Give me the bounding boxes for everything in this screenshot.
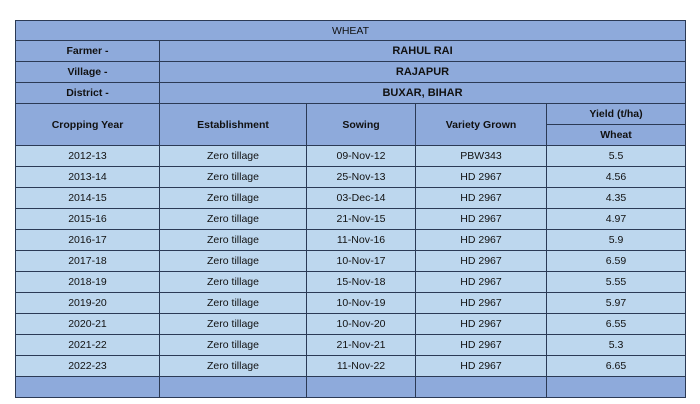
cell-variety: HD 2967 [416, 188, 547, 209]
village-label: Village - [16, 62, 160, 83]
header-variety-grown: Variety Grown [416, 104, 547, 146]
village-value: RAJAPUR [160, 62, 686, 83]
table-row [16, 356, 686, 377]
cell-sowing: 11-Nov-16 [307, 230, 416, 251]
farmer-value: RAHUL RAI [160, 41, 686, 62]
header-establishment: Establishment [160, 104, 307, 146]
cell-sowing: 10-Nov-17 [307, 251, 416, 272]
cell-yield: 5.55 [547, 272, 686, 293]
header-yield: Yield (t/ha) [547, 104, 686, 125]
cell-cropping-year: 2012-13 [16, 146, 160, 167]
table-row [16, 146, 686, 167]
cell-cropping-year: 2020-21 [16, 314, 160, 335]
cell-sowing: 10-Nov-19 [307, 293, 416, 314]
cell-yield: 5.9 [547, 230, 686, 251]
blank-cell [416, 377, 547, 398]
blank-cell [160, 377, 307, 398]
cell-yield: 4.97 [547, 209, 686, 230]
table-row [16, 209, 686, 230]
cell-establishment: Zero tillage [160, 188, 307, 209]
cell-cropping-year: 2016-17 [16, 230, 160, 251]
cell-sowing: 15-Nov-18 [307, 272, 416, 293]
cell-cropping-year: 2018-19 [16, 272, 160, 293]
table-row [16, 167, 686, 188]
cell-variety: HD 2967 [416, 251, 547, 272]
table-title: WHEAT [16, 21, 686, 41]
cell-cropping-year: 2022-23 [16, 356, 160, 377]
blank-row [16, 377, 686, 398]
cell-sowing: 21-Nov-15 [307, 209, 416, 230]
blank-cell [16, 377, 160, 398]
header-yield-wheat: Wheat [547, 125, 686, 146]
table-row [16, 251, 686, 272]
table-row [16, 293, 686, 314]
cell-variety: HD 2967 [416, 209, 547, 230]
table-row [16, 314, 686, 335]
cell-establishment: Zero tillage [160, 209, 307, 230]
table-row [16, 188, 686, 209]
cell-variety: HD 2967 [416, 272, 547, 293]
cell-establishment: Zero tillage [160, 167, 307, 188]
cell-cropping-year: 2014-15 [16, 188, 160, 209]
cell-sowing: 03-Dec-14 [307, 188, 416, 209]
table-row [16, 230, 686, 251]
cell-yield: 6.55 [547, 314, 686, 335]
cell-yield: 5.3 [547, 335, 686, 356]
wheat-yield-table [15, 20, 686, 398]
cell-sowing: 25-Nov-13 [307, 167, 416, 188]
cell-establishment: Zero tillage [160, 251, 307, 272]
cell-establishment: Zero tillage [160, 335, 307, 356]
cell-establishment: Zero tillage [160, 230, 307, 251]
cell-cropping-year: 2017-18 [16, 251, 160, 272]
table-body [16, 146, 686, 377]
cell-sowing: 09-Nov-12 [307, 146, 416, 167]
cell-variety: HD 2967 [416, 293, 547, 314]
cell-yield: 6.65 [547, 356, 686, 377]
cell-cropping-year: 2021-22 [16, 335, 160, 356]
cell-establishment: Zero tillage [160, 356, 307, 377]
cell-cropping-year: 2013-14 [16, 167, 160, 188]
cell-establishment: Zero tillage [160, 146, 307, 167]
blank-cell [547, 377, 686, 398]
blank-cell [307, 377, 416, 398]
table-row [16, 272, 686, 293]
cell-variety: HD 2967 [416, 356, 547, 377]
cell-variety: HD 2967 [416, 335, 547, 356]
cell-yield: 4.35 [547, 188, 686, 209]
cell-yield: 4.56 [547, 167, 686, 188]
header-sowing: Sowing [307, 104, 416, 146]
cell-variety: HD 2967 [416, 167, 547, 188]
cell-cropping-year: 2015-16 [16, 209, 160, 230]
cell-variety: HD 2967 [416, 230, 547, 251]
cell-variety: HD 2967 [416, 314, 547, 335]
cell-establishment: Zero tillage [160, 272, 307, 293]
cell-yield: 5.5 [547, 146, 686, 167]
cell-sowing: 11-Nov-22 [307, 356, 416, 377]
cell-establishment: Zero tillage [160, 293, 307, 314]
table-row [16, 335, 686, 356]
cell-sowing: 10-Nov-20 [307, 314, 416, 335]
farmer-label: Farmer - [16, 41, 160, 62]
cell-yield: 5.97 [547, 293, 686, 314]
district-label: District - [16, 83, 160, 104]
district-value: BUXAR, BIHAR [160, 83, 686, 104]
cell-establishment: Zero tillage [160, 314, 307, 335]
cell-yield: 6.59 [547, 251, 686, 272]
header-cropping-year: Cropping Year [16, 104, 160, 146]
cell-cropping-year: 2019-20 [16, 293, 160, 314]
cell-sowing: 21-Nov-21 [307, 335, 416, 356]
cell-variety: PBW343 [416, 146, 547, 167]
